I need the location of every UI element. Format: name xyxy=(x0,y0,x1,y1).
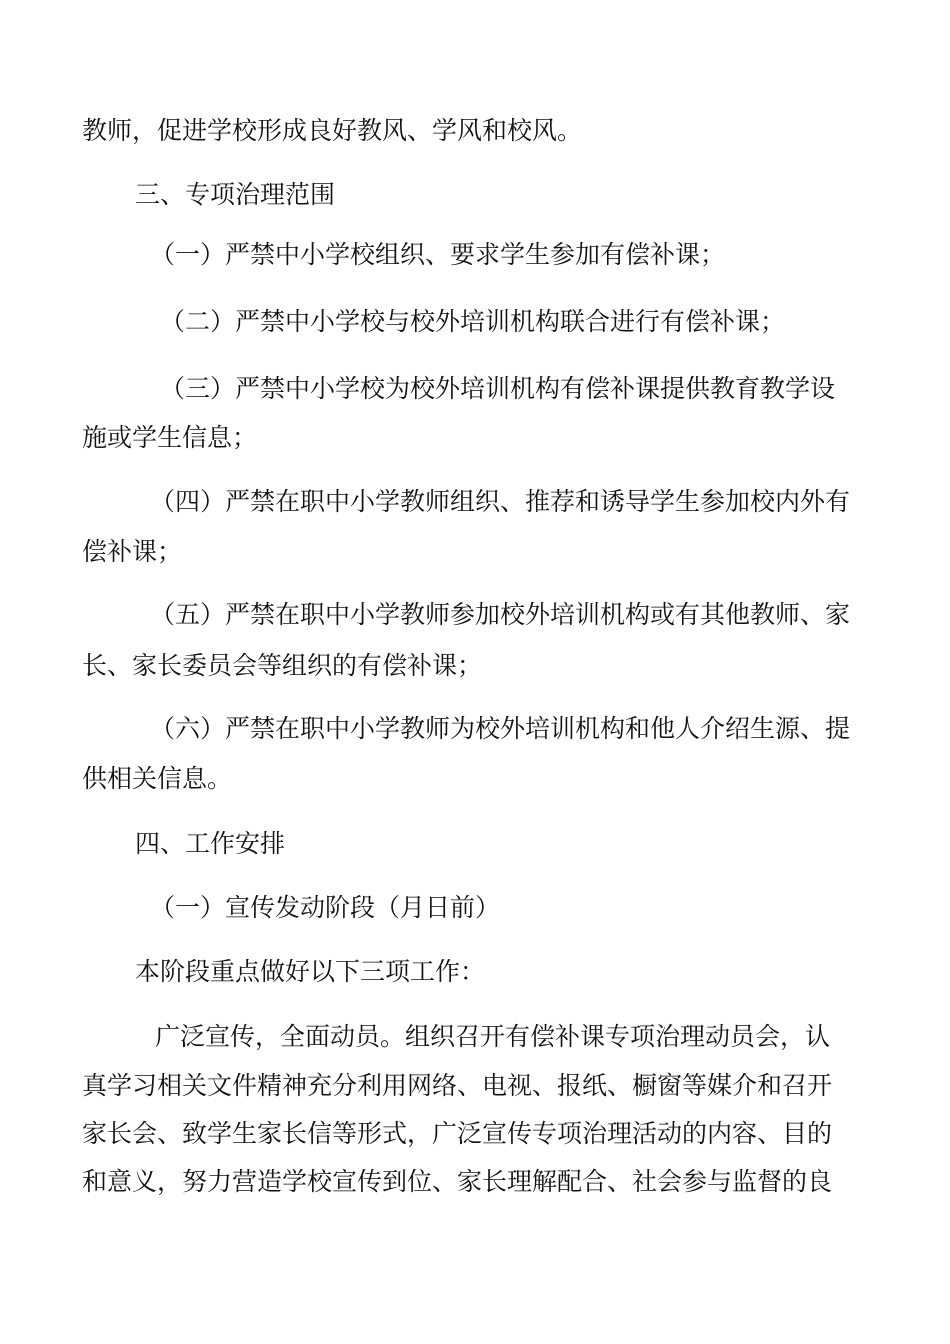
text-line: （三）严禁中小学校为校外培训机构有偿补课提供教育教学设 xyxy=(160,374,836,403)
text-line: 偿补课； xyxy=(82,537,183,566)
text-line: 供相关信息。 xyxy=(82,764,233,793)
text-line: （一）严禁中小学校组织、要求学生参加有偿补课； xyxy=(150,240,726,269)
text-line: （一）宣传发动阶段（月日前） xyxy=(150,893,501,922)
text-line: 本阶段重点做好以下三项工作： xyxy=(135,957,486,986)
text-line: 家长会、致学生家长信等形式，广泛宣传专项治理活动的内容、目的 xyxy=(82,1119,833,1148)
text-line: 施或学生信息； xyxy=(82,423,258,452)
text-line: （二）严禁中小学校与校外培训机构联合进行有偿补课； xyxy=(160,307,786,336)
text-line: 和意义，努力营造学校宣传到位、家长理解配合、社会参与监督的良 xyxy=(82,1167,833,1196)
text-line: （四）严禁在职中小学教师组织、推荐和诱导学生参加校内外有 xyxy=(150,487,851,516)
text-line: 长、家长委员会等组织的有偿补课； xyxy=(82,651,483,680)
text-line: （五）严禁在职中小学教师参加校外培训机构或有其他教师、家 xyxy=(150,600,851,629)
section-heading: 三、专项治理范围 xyxy=(135,180,336,209)
text-line: （六）严禁在职中小学教师为校外培训机构和他人介绍生源、提 xyxy=(150,714,851,743)
text-line: 广泛宣传，全面动员。组织召开有偿补课专项治理动员会，认 xyxy=(155,1022,831,1051)
section-heading: 四、工作安排 xyxy=(135,829,286,858)
text-line: 教师，促进学校形成良好教风、学风和校风。 xyxy=(82,116,583,145)
text-line: 真学习相关文件精神充分利用网络、电视、报纸、橱窗等媒介和召开 xyxy=(82,1071,833,1100)
